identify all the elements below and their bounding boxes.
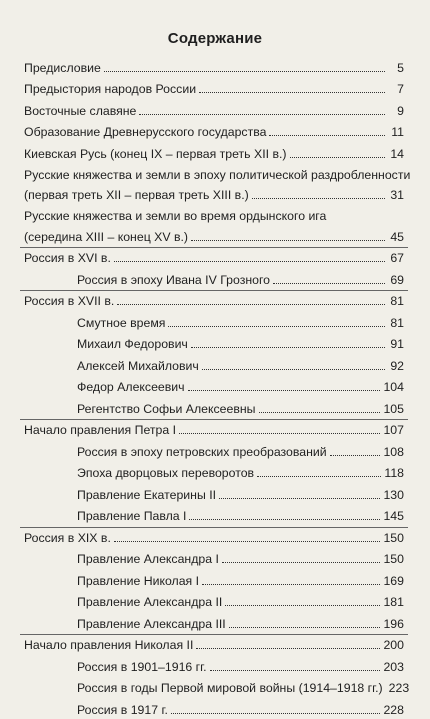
toc-entry-page: 81: [390, 315, 404, 330]
toc-entry: [24, 163, 411, 183]
toc-entry-label: Правление Павла I: [77, 509, 187, 523]
dot-leader: [202, 368, 385, 370]
toc-entry-page: 91: [390, 337, 404, 351]
toc-entry: [24, 98, 404, 120]
toc-entry: [24, 482, 404, 504]
toc-entry-page: 118: [384, 466, 404, 480]
toc-entry-label: Россия в годы Первой мировой войны (1914–1918 гг.): [77, 681, 383, 695]
toc-entry-label: Россия в 1901–1916 гг.: [77, 659, 207, 674]
toc-entry-page: 69: [390, 272, 404, 287]
toc-entry-label: Правление Александра II: [77, 595, 223, 609]
toc-entry: [24, 504, 404, 526]
dot-leader: [229, 626, 381, 628]
dot-leader: [202, 583, 380, 585]
toc-entry: [24, 204, 404, 224]
toc-entry-label: Россия в XIX в.: [24, 530, 111, 545]
toc-entry: [24, 547, 404, 569]
toc-entry: [24, 375, 404, 397]
toc-entry: [24, 418, 404, 440]
toc-entry-label: Русские княжества и земли в эпоху политической раздробленности: [24, 167, 411, 182]
toc-entry-page: 92: [390, 358, 404, 373]
dot-leader: [179, 432, 380, 434]
toc-entry-page: 181: [383, 595, 404, 609]
toc-entry-label: Правление Николая I: [77, 573, 200, 588]
dot-leader: [259, 411, 381, 413]
table-of-contents: [24, 55, 411, 719]
toc-entry-label: Россия в 1917 г.: [77, 702, 168, 717]
toc-entry-label: Начало правления Николая II: [24, 638, 194, 652]
toc-entry-page: 11: [391, 125, 404, 139]
toc-entry-label: (первая треть XII – первая треть XIII в.): [24, 188, 249, 202]
toc-entry: [24, 697, 404, 719]
toc-entry-label: Эпоха дворцовых переворотов: [77, 466, 255, 480]
toc-entry: [24, 611, 404, 633]
section-divider: [20, 419, 408, 420]
toc-entry-page: 196: [383, 616, 404, 631]
toc-entry-label: Регентство Софьи Алексеевны: [77, 401, 256, 416]
toc-entry-page: 150: [383, 530, 404, 545]
dot-leader: [219, 497, 380, 499]
toc-entry-label: Михаил Федорович: [77, 337, 188, 351]
toc-entry: [24, 77, 404, 99]
toc-entry: [24, 654, 404, 676]
page-title: Содержание: [167, 30, 263, 47]
toc-entry-label: Восточные славяне: [24, 103, 137, 118]
toc-entry: [24, 141, 404, 163]
toc-entry: [24, 568, 404, 590]
toc-entry: [24, 55, 404, 77]
dot-leader: [117, 303, 385, 305]
dot-leader: [330, 454, 381, 456]
dot-leader: [252, 197, 385, 199]
toc-entry-label: Начало правления Петра I: [24, 423, 177, 437]
toc-entry-page: 14: [390, 146, 404, 161]
toc-entry: [24, 633, 404, 655]
toc-entry: [24, 246, 404, 268]
toc-entry: [24, 396, 404, 418]
toc-entry-label: Правление Александра III: [77, 616, 226, 631]
toc-entry-page: 81: [390, 294, 404, 308]
toc-entry: [24, 461, 404, 483]
section-divider: [20, 634, 408, 635]
section-divider: [20, 527, 408, 528]
dot-leader: [191, 346, 385, 348]
toc-entry-label: Правление Александра I: [77, 552, 219, 566]
dot-leader: [196, 647, 380, 649]
dot-leader: [273, 282, 385, 284]
toc-entry-page: 130: [383, 487, 404, 502]
toc-entry-label: Русские княжества и земли во время ордынского ига: [24, 209, 327, 223]
dot-leader: [191, 239, 385, 241]
toc-entry-label: Федор Алексеевич: [77, 380, 185, 394]
toc-entry-page: 169: [383, 573, 404, 588]
toc-entry-page: 223: [388, 681, 410, 695]
toc-entry: [24, 120, 404, 142]
toc-entry: [24, 353, 404, 375]
dot-leader: [171, 712, 381, 714]
toc-entry: [24, 590, 404, 612]
dot-leader: [225, 604, 380, 606]
dot-leader: [188, 389, 381, 391]
toc-entry-label: Образование Древнерусского государства: [24, 125, 267, 139]
dot-leader: [114, 540, 381, 542]
toc-entry-page: 5: [397, 60, 404, 75]
dot-leader: [210, 669, 381, 671]
dot-leader: [222, 561, 381, 563]
toc-entry-page: 67: [390, 251, 404, 265]
toc-entry: [24, 289, 404, 311]
toc-entry-label: Смутное время: [77, 315, 166, 330]
toc-entry-page: 108: [383, 444, 404, 459]
toc-entry-label: Предыстория народов России: [24, 82, 197, 96]
dot-leader: [104, 70, 385, 72]
dot-leader: [269, 134, 385, 136]
dot-leader: [199, 91, 385, 93]
toc-entry-label: Россия в XVII в.: [24, 294, 115, 308]
toc-entry: [24, 676, 410, 698]
toc-entry-page: 105: [383, 401, 404, 416]
toc-entry-page: 7: [397, 82, 404, 96]
toc-entry-page: 107: [383, 423, 404, 437]
toc-entry-page: 228: [383, 702, 404, 717]
toc-entry-page: 9: [397, 103, 404, 118]
toc-entry-page: 45: [390, 229, 404, 244]
toc-entry: [24, 525, 404, 547]
toc-entry-page: 104: [383, 380, 404, 394]
toc-entry: [24, 439, 404, 461]
toc-entry: [24, 183, 404, 205]
toc-entry-page: 203: [383, 659, 404, 674]
dot-leader: [168, 325, 385, 327]
section-divider: [20, 290, 408, 291]
toc-entry-label: Россия в эпоху петровских преобразований: [77, 444, 327, 459]
toc-entry-label: Россия в XVI в.: [24, 251, 111, 265]
dot-leader: [139, 113, 385, 115]
dot-leader: [114, 260, 385, 262]
toc-entry-label: (середина XIII – конец XV в.): [24, 229, 189, 244]
toc-entry: [24, 310, 404, 332]
dot-leader: [257, 475, 381, 477]
toc-entry-page: 150: [383, 552, 404, 566]
toc-entry-page: 145: [383, 509, 404, 523]
toc-entry-page: 31: [390, 188, 404, 202]
toc-entry-label: Предисловие: [24, 60, 101, 75]
section-divider: [20, 247, 408, 248]
toc-entry: [24, 267, 404, 289]
toc-entry-label: Правление Екатерины II: [77, 487, 217, 502]
toc-entry: [24, 332, 404, 354]
toc-entry-label: Киевская Русь (конец IX – первая треть XII в.): [24, 146, 287, 161]
toc-entry: [24, 224, 404, 246]
toc-entry-label: Россия в эпоху Ивана IV Грозного: [77, 272, 271, 287]
toc-entry-page: 200: [383, 638, 404, 652]
dot-leader: [189, 518, 380, 520]
dot-leader: [290, 156, 386, 158]
toc-entry-label: Алексей Михайлович: [77, 358, 199, 373]
